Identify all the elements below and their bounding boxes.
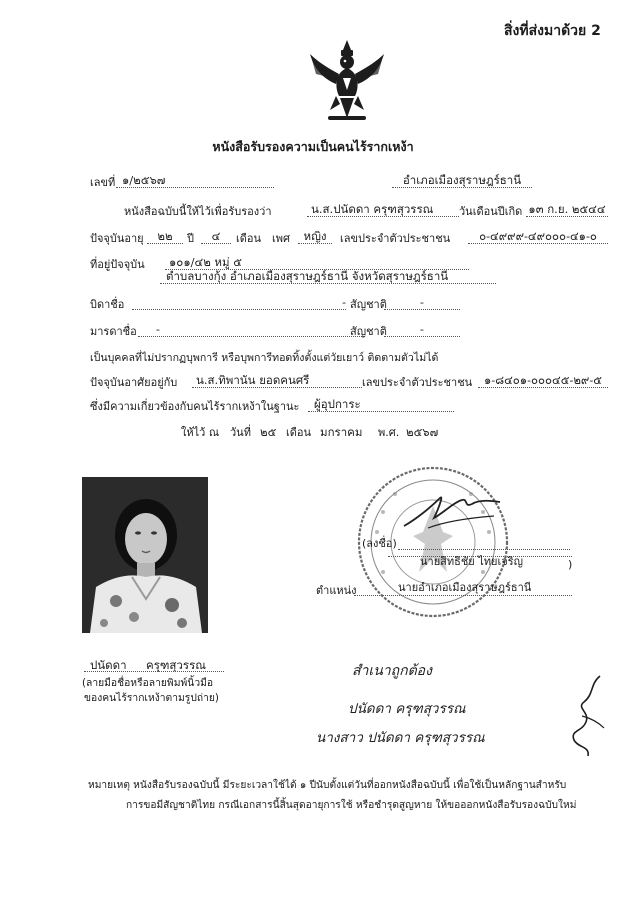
position-label: ตำแหน่ง [316,584,357,597]
guardian-name: น.ส.ทิพานัน ยอดคนศรี [192,373,362,388]
person-name: น.ส.ปนัดดา ครุฑสุวรรณ [307,202,459,217]
guardian-label: ปัจจุบันอาศัยอยู่กับ [90,376,178,389]
attachment-label: สิ่งที่ส่งมาด้วย 2 [504,23,601,39]
sign-label: (ลงชื่อ) [362,537,397,550]
months-label: เดือน [236,232,262,245]
address-label: ที่อยู่ปัจจุบัน [90,258,145,271]
mother-nationality-label: สัญชาติ [350,325,387,338]
father-label: บิดาชื่อ [90,298,125,311]
age-months: ๔ [201,229,231,244]
remark-line2: การขอมีสัญชาติไทย กรณีเอกสารนี้สิ้นสุดอายุการใช้ หรือชำรุดสูญหาย ให้ขอออกหนังสือรับรองฉบับใหม่ [126,800,577,811]
day-label: วันที่ [230,426,251,439]
doc-number-label: เลขที่ [90,176,116,189]
father-name: - [132,295,346,310]
doc-number-value: ๑/๒๕๖๗ [116,173,274,188]
guardian-id: ๑-๘๔๐๑-๐๐๐๔๕-๒๙-๕ [478,373,608,388]
photo-caption-line2: ของคนไร้รากเหง้าตามรูปถ่าย) [84,692,219,704]
address-value: ๑๐๑/๔๒ หมู่ ๕ [165,255,469,270]
handwritten-full-name: นางสาว ปนัดดา ครุฑสุวรรณ [316,730,485,746]
date-of-birth: ๑๓ ก.ย. ๒๕๔๔ [526,202,608,217]
given-month: มกราคม [320,425,363,439]
mother-nationality: - [384,322,460,337]
official-position: นายอำเภอเมืองสุราษฎร์ธานี [354,581,572,596]
address-value-2: ตำบลบางกุ้ง อำเภอเมืองสุราษฎร์ธานี จังหวัดสุราษฎร์ธานี [160,269,496,284]
garuda-emblem-icon [306,38,388,124]
handwritten-certified-copy: สำเนาถูกต้อง [352,663,432,679]
years-label: ปี [187,232,194,245]
guardian-id-label: เลขประจำตัวประชาชน [362,376,473,389]
photo-signature-label: ปนัดดา [90,658,127,672]
person-photo [82,477,208,633]
father-nationality-label: สัญชาติ [350,298,387,311]
mother-name: - [138,322,364,337]
father-nationality: - [384,295,460,310]
sex-label: เพศ [272,232,290,245]
signature-dotline [84,671,224,672]
handwritten-signature-name: ปนัดดา ครุฑสุวรรณ [348,701,466,717]
mother-label: มารดาชื่อ [90,325,137,338]
relation-value: ผู้อุปการะ [308,397,454,412]
document-title: หนังสือรับรองความเป็นคนไร้รากเหง้า [212,139,414,154]
official-signature-icon [398,488,504,536]
certify-label: หนังสือฉบับนี้ให้ไว้เพื่อรับรองว่า [124,205,272,218]
given-at-label: ให้ไว้ ณ [181,426,220,439]
month-label: เดือน [286,426,312,439]
citizen-id-label: เลขประจำตัวประชาชน [340,232,451,245]
given-year: ๒๕๖๗ [406,425,439,439]
photo-signature-name: ครุฑสุวรรณ [146,658,206,672]
issuing-office: อำเภอเมืองสุราษฎร์ธานี [392,173,532,188]
relation-label: ซึ่งมีความเกี่ยวข้องกับคนไร้รากเหง้าในฐานะ [90,400,300,413]
sign-dotline [398,549,570,550]
abandonment-statement: เป็นบุคคลที่ไม่ปรากฏบุพการี หรือบุพการีทอดทิ้งตั้งแต่วัยเยาว์ ติดตามตัวไม่ได้ [90,352,439,364]
age-label: ปัจจุบันอายุ [90,232,144,245]
official-name: นายสิทธิชัย ไทยเจริญ [420,555,523,568]
remark-line1: หมายเหตุ หนังสือรับรองฉบับนี้ มีระยะเวลาใช้ได้ ๑ ปีนับตั้งแต่วันที่ออกหนังสือฉบับนี้ เพื่อใช้เป็นหลักฐานสำหรับ [88,780,567,791]
applicant-signature-icon [560,672,612,760]
official-name-close: ) [568,558,573,571]
year-label: พ.ศ. [378,426,400,439]
dob-label: วันเดือนปีเกิด [459,205,523,218]
sex-value: หญิง [298,229,332,244]
photo-caption-line1: (ลายมือชื่อหรือลายพิมพ์นิ้วมือ [82,677,214,689]
age-years: ๒๒ [147,229,183,244]
given-day: ๒๕ [260,425,277,439]
citizen-id: ๐-๔๙๙๙-๔๙๐๐๐-๔๑-๐ [468,229,608,244]
